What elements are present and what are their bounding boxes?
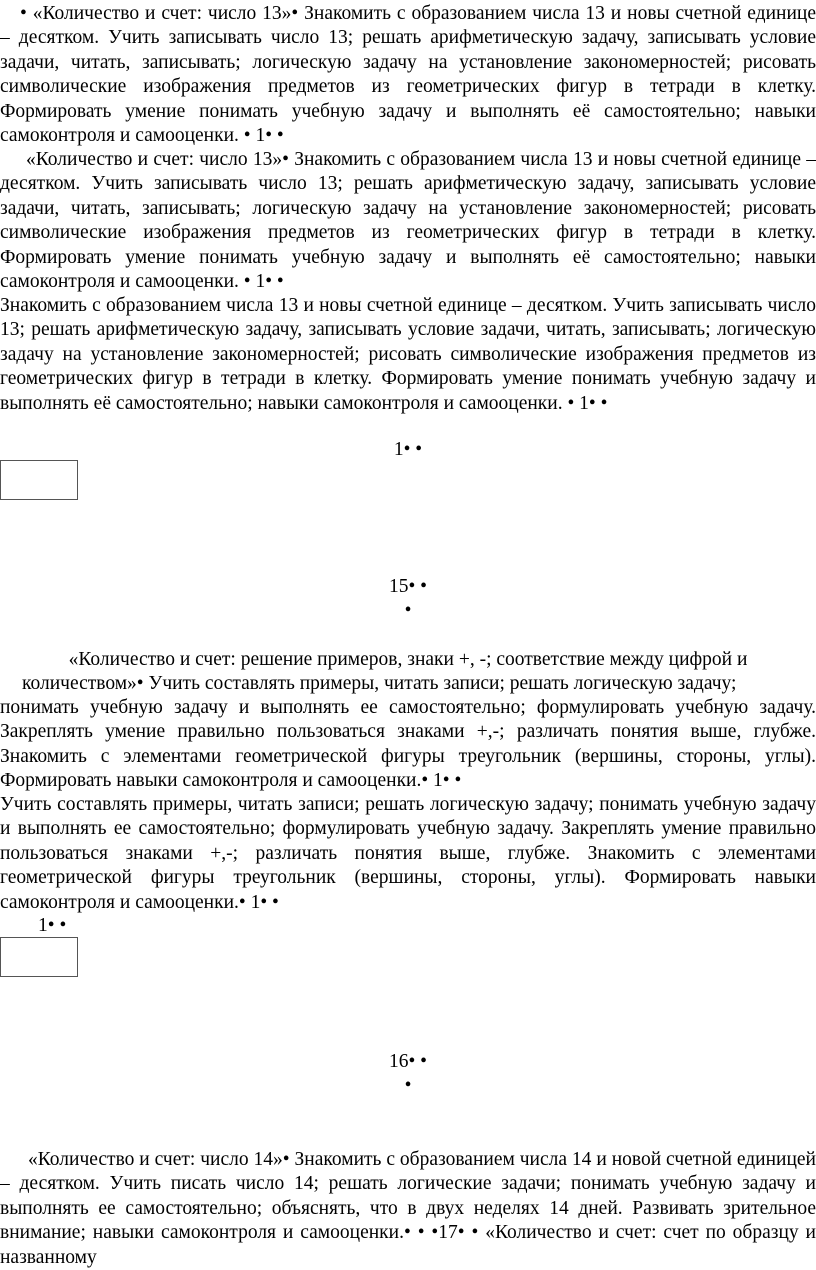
- section-title-line-1: «Количество и счет: решение примеров, знаки +, -; соответствие между цифрой и: [68, 649, 748, 670]
- empty-frame-2: [0, 937, 78, 977]
- empty-frame-1: [0, 460, 78, 500]
- paragraph-5: Учить составлять примеры, читать записи; решать логическую задачу; понимать учебную задачу и выполнять ее самостоятельно; формулировать учебную задачу. Закреплять умение правильно пользоваться знаками +,-; различать понятия выше, глубже. Знакомить с элементами геометрической фигуры треугольник (вершины, стороны, углы). Формировать навыки самоконтроля и самооценки.• 1• •: [0, 794, 816, 913]
- paragraph-1: • «Количество и счет: число 13»• Знакомить с образованием числа 13 и новы счетной единице – десятком. Учить записывать число 13; решать арифметическую задачу, записывать условие задачи, читать, записывать; логическую задачу на установление закономерностей; рисовать символические изображения предметов из геометрических фигур в тетради в клетку. Формировать умение понимать учебную задачу и выполнять её самостоятельно; навыки самоконтроля и самооценки. • 1• •: [0, 3, 816, 147]
- page-marker-2: 1• •: [38, 915, 67, 936]
- page-number-16-bullet: •: [404, 1075, 412, 1096]
- paragraph-4: понимать учебную задачу и выполнять ее самостоятельно; формулировать учебную задачу. Закреплять умение правильно пользоваться знаками +,-; различать понятия выше, глубже. Знакомить с элементами геометрической фигуры треугольник (вершины, стороны, углы). Формировать навыки самоконтроля и самооценки.• 1• •: [0, 697, 816, 792]
- paragraph-6: «Количество и счет: число 14»• Знакомить с образованием числа 14 и новой счетной единицей – десятком. Учить писать число 14; решать логические задачи; понимать учебную задачу и выполнять ее самостоятельно; объяснять, что в двух неделях 14 дней. Развивать зрительное внимание; навыки самоконтроля и самооценки.• • •17• • «Количество и счет: счет по образцу и названному: [0, 1149, 816, 1268]
- page-number-16: 16• •: [388, 1051, 428, 1072]
- section-title-line-2: количеством»• Учить составлять примеры, читать записи; решать логическую задачу;: [22, 673, 737, 694]
- paragraph-2: «Количество и счет: число 13»• Знакомить с образованием числа 13 и новы счетной единице – десятком. Учить записывать число 13; решать арифметическую задачу, записывать условие задачи, читать, записывать; логическую задачу на установление закономерностей; рисовать символические изображения предметов из геометрических фигур в тетради в клетку. Формировать умение понимать учебную задачу и выполнять её самостоятельно; навыки самоконтроля и самооценки. • 1• •: [0, 149, 816, 293]
- page-marker-1: 1• •: [393, 439, 423, 460]
- page-number-15: 15• •: [388, 576, 428, 597]
- paragraph-3: Знакомить с образованием числа 13 и новы счетной единице – десятком. Учить записывать число 13; решать арифметическую задачу, записывать условие задачи, читать, записывать; логическую задачу на установление закономерностей; рисовать символические изображения предметов из геометрических фигур в тетради в клетку. Формировать умение понимать учебную задачу и выполнять её самостоятельно; навыки самоконтроля и самооценки. • 1• •: [0, 295, 816, 414]
- page-number-15-bullet: •: [404, 600, 412, 621]
